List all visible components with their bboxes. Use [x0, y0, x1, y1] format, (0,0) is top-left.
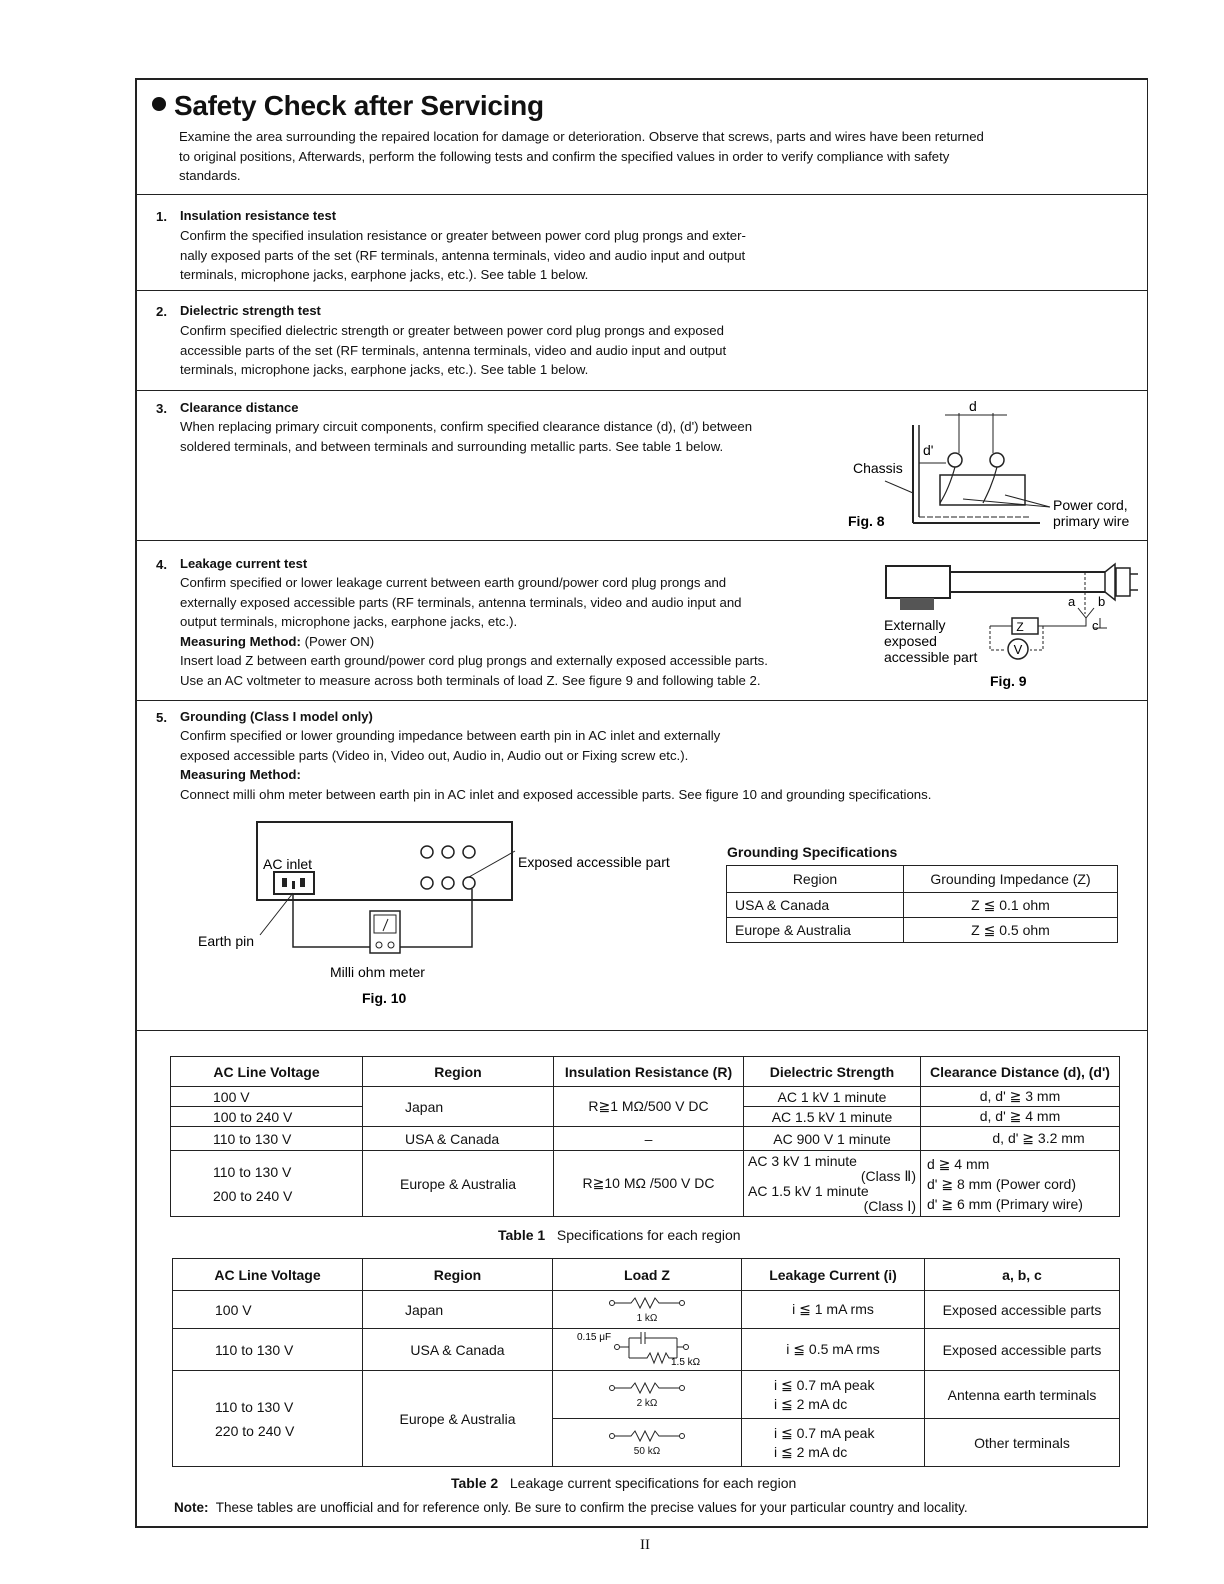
table2-load-cell: 50 kΩ	[553, 1419, 742, 1467]
fig8-primary-wire-label: primary wire	[1053, 513, 1130, 529]
table2-cell: Exposed accessible parts	[925, 1329, 1120, 1371]
table2-header: AC Line Voltage	[173, 1259, 363, 1291]
grounding-cell: USA & Canada	[727, 893, 904, 918]
table2-cell: Other terminals	[925, 1419, 1120, 1467]
table1-header: AC Line Voltage	[171, 1057, 363, 1087]
section-5: 5. Grounding (Class I model only)	[156, 709, 373, 725]
table1-cell: USA & Canada	[363, 1127, 554, 1151]
table1-caption: Table 1 Specifications for each region	[498, 1227, 741, 1243]
fig8-caption: Fig. 8	[848, 513, 885, 529]
table1-cell: 110 to 130 V	[171, 1127, 363, 1151]
fig9-c-label: c	[1092, 618, 1099, 633]
divider	[135, 290, 1148, 291]
table1-cell: d ≧ 4 mm d' ≧ 8 mm (Power cord) d' ≧ 6 mm (Primary wire)	[921, 1151, 1120, 1217]
table2-caption: Table 2 Leakage current specifications for each region	[451, 1475, 797, 1491]
resistor-icon	[607, 1428, 687, 1444]
table1-cell: R≧10 MΩ /500 V DC	[554, 1151, 744, 1217]
fig10-exposed-part-label: Exposed accessible part	[518, 854, 670, 870]
table2-cell: Exposed accessible parts	[925, 1291, 1120, 1329]
divider	[135, 1030, 1148, 1031]
section-3: 3. Clearance distance	[156, 400, 299, 416]
grounding-title: Grounding Specifications	[727, 844, 898, 860]
grounding-cell: Z ≦ 0.1 ohm	[904, 893, 1118, 918]
table2-cell: 110 to 130 V 220 to 240 V	[173, 1371, 363, 1467]
table1-cell: AC 900 V 1 minute	[744, 1127, 921, 1151]
table1-cell: 100 to 240 V	[171, 1107, 363, 1127]
table2-cell: i ≦ 0.7 mA peak i ≦ 2 mA dc	[742, 1371, 925, 1419]
table1-cell: 110 to 130 V 200 to 240 V	[171, 1151, 363, 1217]
divider	[135, 540, 1148, 541]
fig10-earth-pin-label: Earth pin	[198, 933, 255, 949]
table2-cell: Europe & Australia	[363, 1371, 553, 1467]
divider	[135, 194, 1148, 195]
fig8-power-cord-label: Power cord,	[1053, 497, 1128, 513]
table2-cell: 110 to 130 V	[173, 1329, 363, 1371]
table2-cell: USA & Canada	[363, 1329, 553, 1371]
figure-9	[880, 558, 1145, 693]
fig9-voltmeter-label: V	[1013, 642, 1023, 657]
table-2	[172, 1258, 1120, 1467]
table1-header: Dielectric Strength	[744, 1057, 921, 1087]
table1-cell: AC 3 kV 1 minute (Class Ⅱ) AC 1.5 kV 1 minute (Class Ⅰ)	[744, 1151, 921, 1217]
grounding-header: Region	[727, 866, 904, 893]
table2-cell: i ≦ 0.5 mA rms	[742, 1329, 925, 1371]
table1-cell: d, d' ≧ 3.2 mm	[921, 1127, 1120, 1151]
table2-header: Leakage Current (i)	[742, 1259, 925, 1291]
section-4: 4. Leakage current test	[156, 556, 308, 572]
section-2-text: Confirm specified dielectric strength or greater between power cord plug prongs and exposed accessible parts of the set (RF terminals, antenna terminals, video and audio input and output terminals, microphone jacks, earphone jacks, etc.). See table 1 below.	[180, 323, 727, 377]
table2-header: Load Z	[553, 1259, 742, 1291]
table2-header: a, b, c	[925, 1259, 1120, 1291]
table1-cell: AC 1 kV 1 minute	[744, 1087, 921, 1107]
resistor-icon	[607, 1295, 687, 1311]
figure-10	[190, 815, 700, 1015]
table1-cell: Japan	[363, 1087, 554, 1127]
table1-header: Clearance Distance (d), (d')	[921, 1057, 1120, 1087]
fig9-externally-label: Externally	[884, 617, 946, 633]
section-5-text: Confirm specified or lower grounding impedance between earth pin in AC inlet and externally exposed accessible parts (Video in, Video out, Audio in, Audio out or Fixing screw etc.). Measuring Method: Connect milli ohm meter between earth pin in AC inlet and exposed accessible parts. See figure 10 and grounding specifications.	[180, 728, 932, 802]
section-4-text: Confirm specified or lower leakage current between earth ground/power cord plug prongs and externally exposed accessible parts (RF terminals, antenna terminals, video and audio input and output terminals, microphone jacks, earphone jacks, etc.). Measuring Method: (Power ON) Insert load Z between earth ground/power cord plug prongs and externally exposed accessible parts. Use an AC voltmeter to measure across both terminals of load Z. See figure 9 and following table 2.	[180, 575, 768, 688]
section-2: 2. Dielectric strength test	[156, 303, 321, 319]
fig9-accessible-label: accessible part	[884, 649, 978, 665]
table2-header: Region	[363, 1259, 553, 1291]
grounding-cell: Z ≦ 0.5 ohm	[904, 918, 1118, 943]
capacitor-value: 0.15 μF	[577, 1332, 612, 1343]
table2-cell: 100 V	[173, 1291, 363, 1329]
table2-load-cell	[553, 1329, 742, 1371]
divider	[135, 390, 1148, 391]
table1-header: Region	[363, 1057, 554, 1087]
figure-8	[845, 395, 1145, 535]
table1-cell: R≧1 MΩ/500 V DC	[554, 1087, 744, 1127]
grounding-cell: Europe & Australia	[727, 918, 904, 943]
table2-load-cell: 2 kΩ	[553, 1371, 742, 1419]
table2-load-cell: 1 kΩ	[553, 1291, 742, 1329]
table1-cell: Europe & Australia	[363, 1151, 554, 1217]
table2-cell: Antenna earth terminals	[925, 1371, 1120, 1419]
fig8-chassis-label: Chassis	[853, 460, 903, 476]
table1-cell: –	[554, 1127, 744, 1151]
page-title: Safety Check after Servicing	[152, 90, 544, 122]
grounding-table	[726, 865, 1118, 943]
table1-cell: 100 V	[171, 1087, 363, 1107]
divider	[135, 700, 1148, 701]
table2-cell: i ≦ 1 mA rms	[742, 1291, 925, 1329]
fig9-b-label: b	[1098, 594, 1106, 609]
table-1	[170, 1056, 1120, 1217]
section-3-text: When replacing primary circuit components, confirm specified clearance distance (d), (d') between soldered terminals, and between terminals and surrounding metallic parts. See table 1 below.	[180, 419, 753, 454]
note: Note: These tables are unofficial and for reference only. Be sure to confirm the precise values for your particular country and locality.	[174, 1500, 968, 1515]
table1-cell: AC 1.5 kV 1 minute	[744, 1107, 921, 1127]
table2-cell: Japan	[363, 1291, 553, 1329]
rc-network-icon	[577, 1330, 717, 1366]
fig10-ac-inlet-label: AC inlet	[263, 856, 313, 872]
fig10-meter-label: Milli ohm meter	[330, 964, 425, 980]
fig9-a-label: a	[1068, 594, 1076, 609]
section-1: 1. Insulation resistance test	[156, 208, 337, 224]
table1-header: Insulation Resistance (R)	[554, 1057, 744, 1087]
resistor-value: 1.5 kΩ	[671, 1357, 701, 1366]
fig9-z-label: Z	[1016, 620, 1024, 634]
bullet-icon	[152, 97, 166, 111]
table2-cell: i ≦ 0.7 mA peak i ≦ 2 mA dc	[742, 1419, 925, 1467]
fig10-caption: Fig. 10	[362, 990, 407, 1006]
resistor-icon	[607, 1380, 687, 1396]
fig9-exposed-label: exposed	[884, 633, 937, 649]
intro-text: Examine the area surrounding the repaired location for damage or deterioration. Observe that screws, parts and wires have been returned to original positions, Afterwards, perform the following tests and confirm the specified values in order to verify compliance with safety standards.	[179, 129, 984, 183]
section-1-text: Confirm the specified insulation resistance or greater between power cord plug prongs and exter- nally exposed parts of the set (RF terminals, antenna terminals, video and audio input and output terminals, microphone jacks, earphone jacks, etc.). See table 1 below.	[180, 228, 746, 282]
fig9-caption: Fig. 9	[990, 673, 1027, 689]
fig8-dprime-label: d'	[923, 442, 934, 458]
fig8-d-label: d	[969, 398, 977, 414]
table1-cell: d, d' ≧ 4 mm	[921, 1107, 1120, 1127]
page-number: II	[640, 1537, 650, 1553]
grounding-header: Grounding Impedance (Z)	[904, 866, 1118, 893]
table1-cell: d, d' ≧ 3 mm	[921, 1087, 1120, 1107]
